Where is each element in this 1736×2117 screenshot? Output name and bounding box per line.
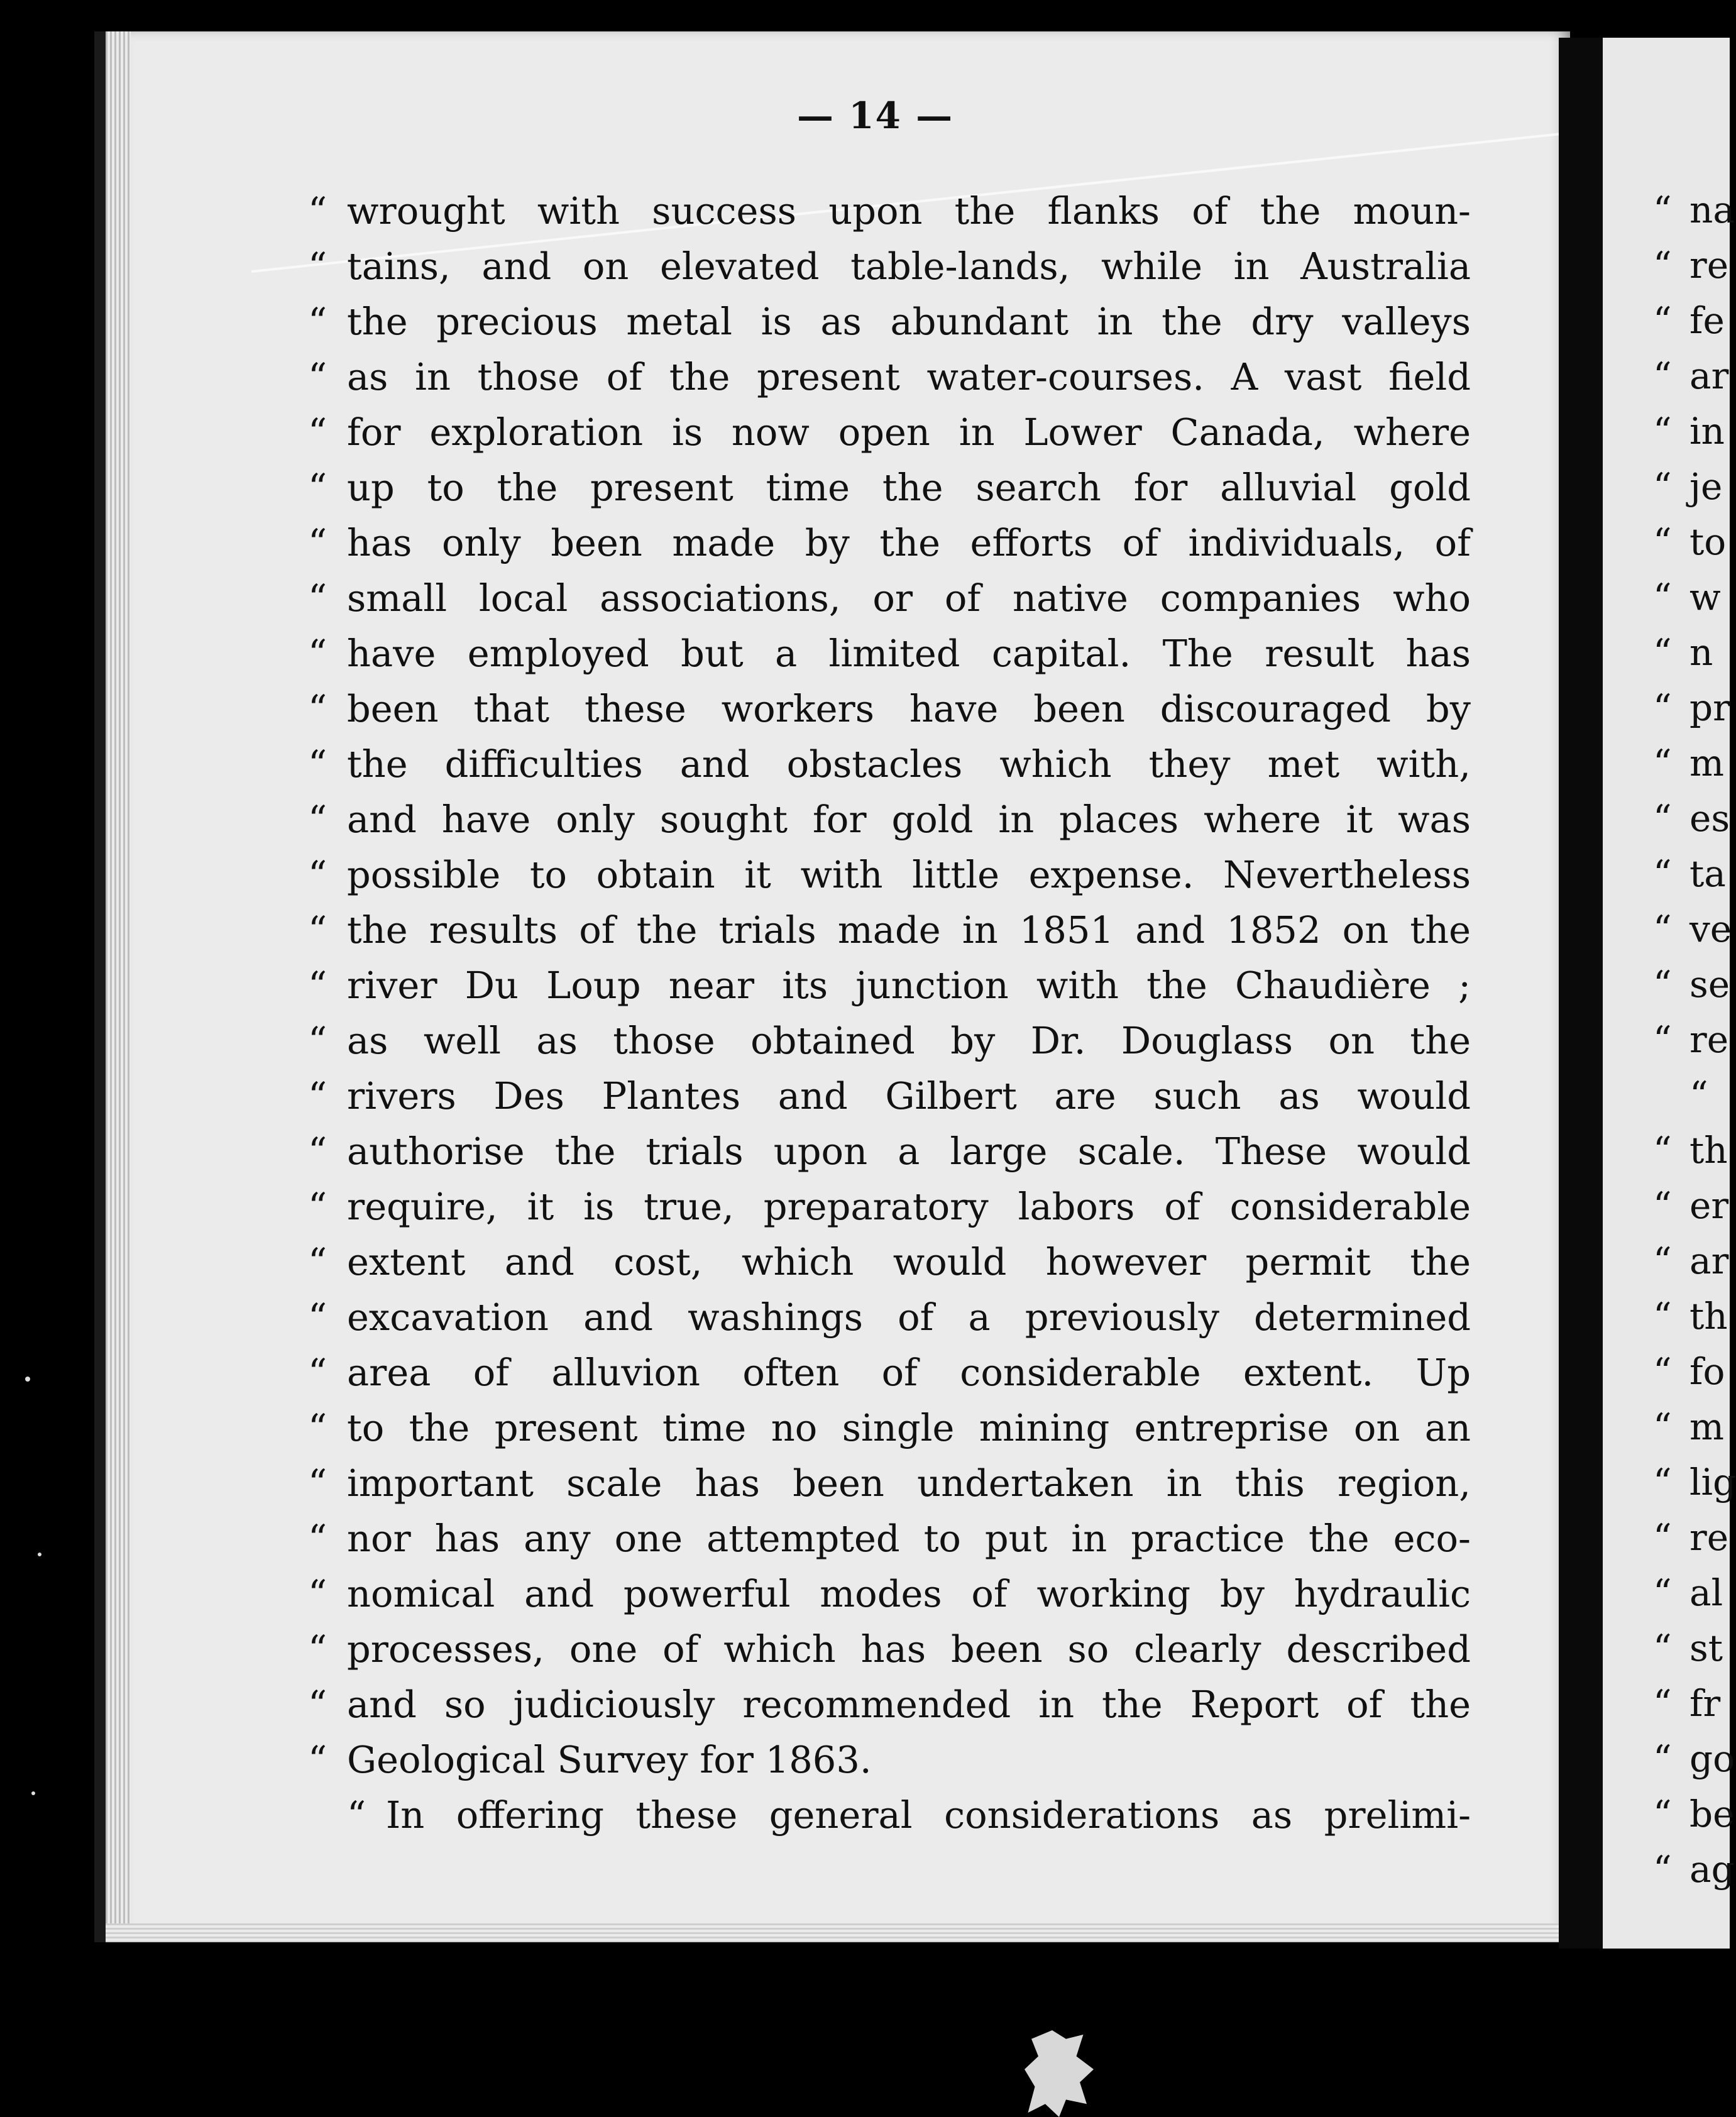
quote-mark: “ xyxy=(308,466,327,509)
quote-mark: “ xyxy=(308,853,327,896)
quote-mark: “ xyxy=(308,1572,327,1615)
quote-mark: “ xyxy=(308,1295,327,1339)
line-text: “ xyxy=(1689,1074,1708,1116)
line-text: se xyxy=(1689,963,1730,1006)
line-text: the difficulties and obstacles which they met with, xyxy=(347,742,1471,786)
quote-mark: “ xyxy=(1653,299,1672,342)
text-line xyxy=(308,1345,1471,1400)
line-text: area of alluvion often of considerable extent. Up xyxy=(347,1351,1471,1394)
quote-mark: “ xyxy=(1653,189,1672,231)
line-text: have employed but a limited capital. The result has xyxy=(347,632,1471,675)
quote-mark: “ xyxy=(1653,576,1672,619)
line-text: fe xyxy=(1689,299,1725,342)
line-text: the precious metal is as abundant in the dry valleys xyxy=(347,300,1471,343)
line-text: for exploration is now open in Lower Canada, where xyxy=(347,410,1471,454)
line-text: in xyxy=(1689,410,1725,453)
line-text: wrought with success upon the flanks of the moun- xyxy=(347,189,1471,233)
line-text: river Du Loup near its junction with the Chaudière ; xyxy=(347,964,1471,1007)
quote-mark: “ xyxy=(308,521,327,564)
quote-mark: “ xyxy=(1653,1682,1672,1725)
line-text: fo xyxy=(1689,1350,1725,1393)
line-text: as in those of the present water-courses. A vast field xyxy=(347,355,1471,399)
dust-speck xyxy=(31,1791,35,1795)
text-line xyxy=(308,460,1471,515)
quote-mark: “ xyxy=(1653,742,1672,784)
quote-mark: “ xyxy=(1653,1129,1672,1172)
text-line xyxy=(308,1622,1471,1677)
quote-mark: “ xyxy=(308,245,327,288)
line-text: possible to obtain it with little expense. Nevertheless xyxy=(347,853,1471,896)
text-line xyxy=(308,1732,1471,1788)
line-text: m xyxy=(1689,742,1724,784)
line-text: to xyxy=(1689,520,1727,563)
line-text: lig xyxy=(1689,1461,1736,1504)
text-line xyxy=(308,294,1471,349)
text-line xyxy=(308,239,1471,294)
text-line xyxy=(308,1677,1471,1732)
quote-mark: “ xyxy=(308,798,327,841)
quote-mark: “ xyxy=(1653,1461,1672,1504)
line-text: nomical and powerful modes of working by hydraulic xyxy=(347,1572,1471,1615)
text-line xyxy=(308,1456,1471,1511)
quote-mark: “ xyxy=(1653,520,1672,563)
text-line xyxy=(308,1013,1471,1069)
quote-mark: “ xyxy=(308,908,327,952)
line-text: es xyxy=(1689,797,1730,840)
paper-fragment xyxy=(1025,2030,1094,2117)
line-text: and so judiciously recommended in the Report of the xyxy=(347,1683,1471,1726)
quote-mark: “ xyxy=(1653,465,1672,508)
page-edge-stack xyxy=(106,31,131,1942)
quote-mark: “ xyxy=(308,410,327,454)
line-text: to the present time no single mining entreprise on an xyxy=(347,1406,1471,1449)
quote-mark: “ xyxy=(1653,1184,1672,1227)
text-line xyxy=(308,1290,1471,1345)
quote-mark: “ xyxy=(308,632,327,675)
quote-mark: “ xyxy=(1653,1848,1672,1891)
dust-speck xyxy=(25,1377,30,1382)
quote-mark: “ xyxy=(308,1240,327,1284)
quote-mark: “ xyxy=(1653,244,1672,287)
line-text: extent and cost, which would however permit the xyxy=(347,1240,1471,1284)
quote-mark: “ xyxy=(1653,852,1672,895)
book-gutter xyxy=(1559,38,1603,1949)
line-text: Geological Survey for 1863. xyxy=(347,1738,872,1781)
body-text xyxy=(308,184,1471,1843)
line-text: st xyxy=(1689,1627,1723,1669)
quote-mark: “ xyxy=(1653,1516,1672,1559)
line-text: excavation and washings of a previously determined xyxy=(347,1295,1471,1339)
quote-mark: “ xyxy=(1653,1240,1672,1282)
line-text: je xyxy=(1689,465,1723,508)
quote-mark: “ xyxy=(1653,963,1672,1006)
text-line xyxy=(308,792,1471,847)
line-text: In offering these general considerations as prelimi- xyxy=(386,1793,1471,1837)
quote-mark: “ xyxy=(347,1793,366,1837)
text-line xyxy=(308,571,1471,626)
quote-mark: “ xyxy=(308,1406,327,1449)
line-text: re xyxy=(1689,1516,1729,1559)
quote-mark: “ xyxy=(1653,631,1672,674)
text-line xyxy=(308,958,1471,1013)
line-text: w xyxy=(1689,576,1721,619)
line-text: go xyxy=(1689,1737,1735,1780)
line-text: ve xyxy=(1689,908,1732,950)
quote-mark: “ xyxy=(308,1130,327,1173)
line-text: ag xyxy=(1689,1848,1735,1891)
page-bottom-edge xyxy=(106,1923,1570,1942)
line-text: authorise the trials upon a large scale. These would xyxy=(347,1130,1471,1173)
text-line xyxy=(308,349,1471,405)
line-text: er xyxy=(1689,1184,1729,1227)
text-line xyxy=(308,1234,1471,1290)
quote-mark: “ xyxy=(308,355,327,399)
text-line xyxy=(308,1069,1471,1124)
line-text: n xyxy=(1689,631,1713,674)
line-text: important scale has been undertaken in this region, xyxy=(347,1461,1471,1505)
quote-mark: “ xyxy=(308,687,327,730)
quote-mark: “ xyxy=(1653,1571,1672,1614)
quote-mark: “ xyxy=(1653,686,1672,729)
text-line xyxy=(308,903,1471,958)
line-text: m xyxy=(1689,1405,1724,1448)
line-text: re xyxy=(1689,244,1729,287)
line-text: th xyxy=(1689,1295,1728,1338)
quote-mark: “ xyxy=(1653,908,1672,950)
text-line xyxy=(308,1124,1471,1179)
line-text: ar xyxy=(1689,355,1729,397)
quote-mark: “ xyxy=(308,1627,327,1671)
line-text: al xyxy=(1689,1571,1723,1614)
page-number: — 14 — xyxy=(797,94,954,137)
line-text: small local associations, or of native companies who xyxy=(347,576,1471,620)
line-text: been that these workers have been discouraged by xyxy=(347,687,1471,730)
line-text: and have only sought for gold in places where it was xyxy=(347,798,1471,841)
line-text: na xyxy=(1689,189,1735,231)
text-line xyxy=(308,1400,1471,1456)
text-line xyxy=(308,1179,1471,1234)
quote-mark: “ xyxy=(1653,1018,1672,1061)
text-line xyxy=(308,184,1471,239)
line-text: up to the present time the search for alluvial gold xyxy=(347,466,1471,509)
quote-mark: “ xyxy=(308,300,327,343)
text-line xyxy=(308,681,1471,737)
text-line xyxy=(308,1511,1471,1566)
quote-mark: “ xyxy=(308,964,327,1007)
line-text: nor has any one attempted to put in practice the eco- xyxy=(347,1517,1471,1560)
line-text: be xyxy=(1689,1793,1735,1835)
text-line xyxy=(308,1566,1471,1622)
quote-mark: “ xyxy=(308,576,327,620)
quote-mark: “ xyxy=(308,1517,327,1560)
line-text: has only been made by the efforts of individuals, of xyxy=(347,521,1471,564)
quote-mark: “ xyxy=(308,1185,327,1228)
quote-mark: “ xyxy=(1653,1737,1672,1780)
text-line xyxy=(308,737,1471,792)
quote-mark: “ xyxy=(1653,410,1672,453)
quote-mark: “ xyxy=(308,1461,327,1505)
line-text: rivers Des Plantes and Gilbert are such as would xyxy=(347,1074,1471,1118)
quote-mark: “ xyxy=(308,742,327,786)
quote-mark: “ xyxy=(308,1351,327,1394)
quote-mark: “ xyxy=(1653,1793,1672,1835)
quote-mark: “ xyxy=(1653,1627,1672,1669)
quote-mark: “ xyxy=(308,1683,327,1726)
line-text: as well as those obtained by Dr. Douglass on the xyxy=(347,1019,1471,1062)
paragraph-start-line xyxy=(308,1788,1471,1843)
quote-mark: “ xyxy=(308,189,327,233)
line-text: processes, one of which has been so clearly described xyxy=(347,1627,1471,1671)
quote-mark: “ xyxy=(308,1019,327,1062)
text-line xyxy=(308,626,1471,681)
text-line xyxy=(308,405,1471,460)
line-text: the results of the trials made in 1851 and 1852 on the xyxy=(347,908,1471,952)
line-text: ar xyxy=(1689,1240,1729,1282)
quote-mark: “ xyxy=(308,1738,327,1781)
text-line xyxy=(308,847,1471,903)
line-text: re xyxy=(1689,1018,1729,1061)
quote-mark: “ xyxy=(1653,1405,1672,1448)
dust-speck xyxy=(38,1553,41,1556)
line-text: require, it is true, preparatory labors of considerable xyxy=(347,1185,1471,1228)
line-text: th xyxy=(1689,1129,1728,1172)
quote-mark: “ xyxy=(1653,1295,1672,1338)
text-line xyxy=(308,515,1471,571)
quote-mark: “ xyxy=(1653,355,1672,397)
line-text: fr xyxy=(1689,1682,1721,1725)
quote-mark: “ xyxy=(308,1074,327,1118)
quote-mark: “ xyxy=(1653,1350,1672,1393)
line-text: tains, and on elevated table-lands, while in Australia xyxy=(347,245,1471,288)
line-text: pr xyxy=(1689,686,1730,729)
quote-mark: “ xyxy=(1653,797,1672,840)
line-text: ta xyxy=(1689,852,1726,895)
